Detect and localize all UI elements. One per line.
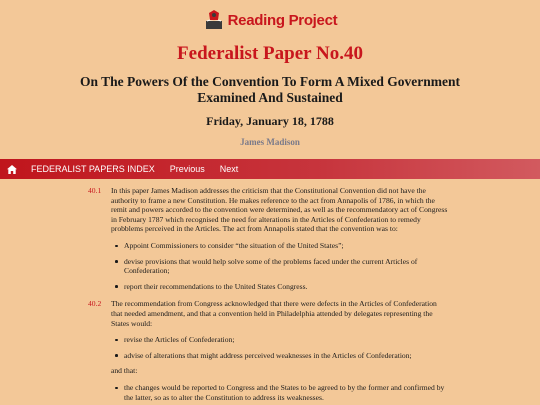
publication-date: Friday, January 18, 1788: [206, 114, 334, 128]
paragraph-40-1: [88, 186, 448, 291]
nav-next-link[interactable]: Next: [219, 164, 239, 174]
list-item: report their recommendations to the United States Congress.: [111, 282, 448, 292]
page-title: Federalist Paper No.40: [177, 43, 363, 64]
bullet-list: [111, 335, 448, 360]
logo-text: Reading Project: [227, 11, 338, 29]
paragraph-text: and that:: [111, 366, 138, 376]
bullet-list: [111, 241, 448, 291]
list-item: Appoint Commissioners to consider “the situation of the United States”;: [111, 241, 448, 251]
list-item: advise of alterations that might address perceived weaknesses in the Articles of Confederation;: [111, 351, 448, 361]
home-icon[interactable]: [7, 164, 19, 174]
paragraph-number: 40.2: [88, 299, 102, 309]
navigation-bar: [0, 159, 540, 179]
paragraph-text: In this paper James Madison addresses the criticism that the Constitutional Convention did not have the authority to frame a new Constitution. He makes reference to the act from Annapolis of 1786, in which the remit and powers accorded to the convention were determined, as well as the recommendatory act of Congress in February 1787 which recognised the need for alterations in the Articles of Confederation to remedy probblems perceived in the Articles. The act from Annapolis stated that the convention was to:: [111, 186, 448, 234]
nav-previous-link[interactable]: Previous: [169, 164, 205, 174]
page-subtitle: On The Powers Of the Convention To Form A Mixed Government Examined And Sustained: [80, 74, 460, 105]
list-item: devise provisions that would help solve some of the problems faced under the current Articles of Confederation;: [111, 257, 448, 276]
list-item: revise the Articles of Confederation;: [111, 335, 448, 345]
article-body: [88, 186, 448, 405]
bullet-list: [111, 383, 448, 402]
paragraph-40-2: [88, 299, 448, 402]
paragraph-number: 40.1: [88, 186, 102, 195]
nav-federalist-index-link[interactable]: FEDERALIST PAPERS INDEX: [31, 164, 155, 174]
list-item: the changes would be reported to Congress and the States to be agreed to by the former and confirmed by the latter, so as to alter the Constitution to address its weaknesses.: [111, 383, 448, 402]
logo-emblem-icon: [203, 9, 225, 31]
author-name: James Madison: [240, 137, 300, 147]
paragraph-text: The recommendation from Congress acknowledged that there were defects in the Articles of Confederation that needed amendment, and that a convention held in Philadelphia attended by delegates representing the States would:: [111, 299, 437, 328]
site-logo[interactable]: [0, 9, 540, 31]
